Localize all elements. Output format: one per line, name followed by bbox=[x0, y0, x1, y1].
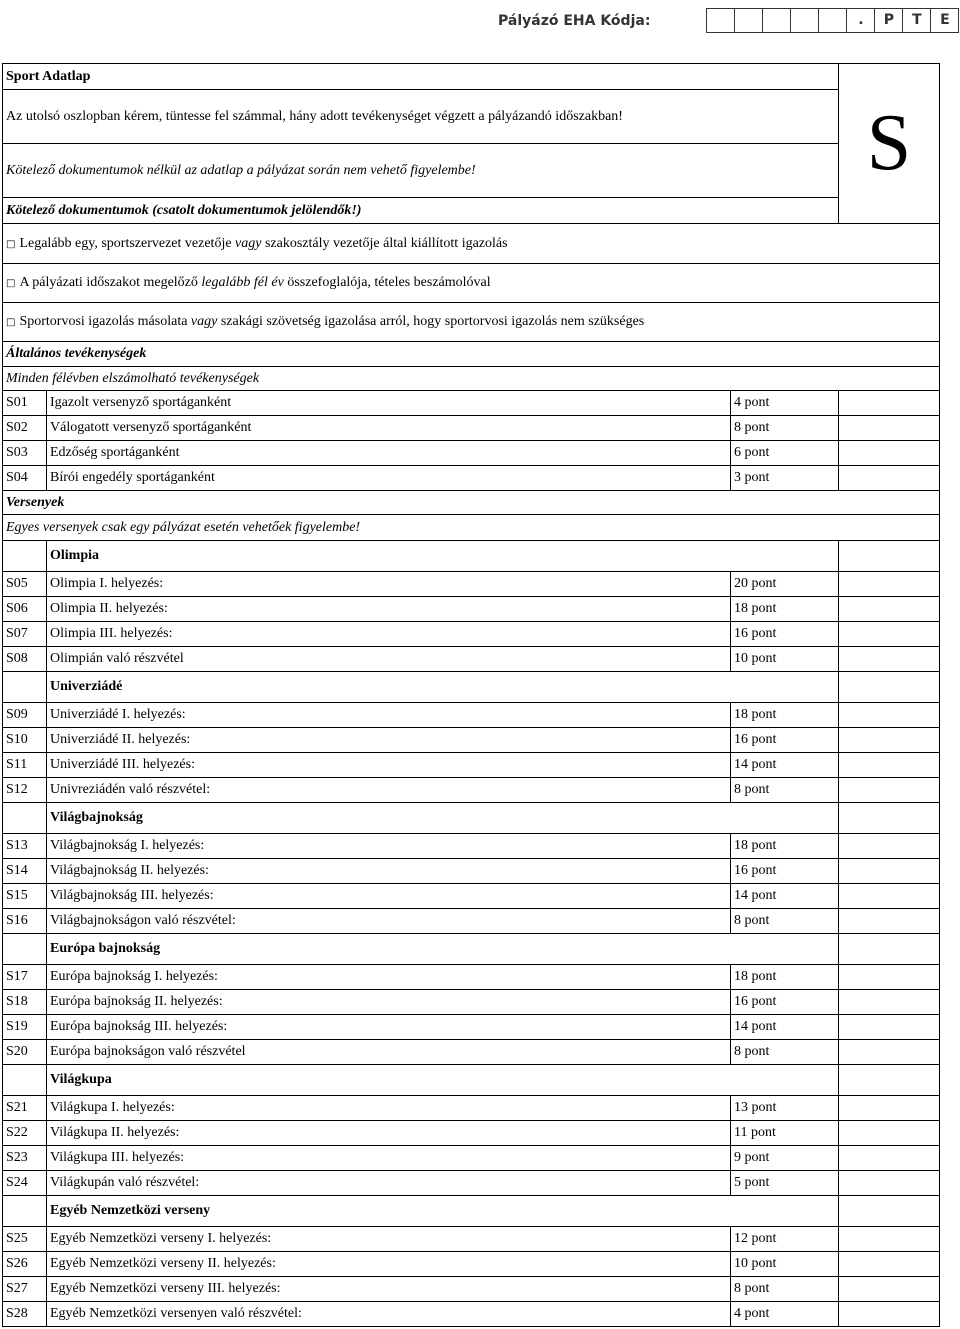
activity-code: S01 bbox=[3, 391, 47, 416]
activity-description: Univerziádé III. helyezés: bbox=[47, 753, 731, 778]
activity-points: 8 pont bbox=[731, 416, 839, 441]
activity-code: S12 bbox=[3, 778, 47, 803]
eha-code-box[interactable] bbox=[735, 9, 763, 32]
activity-points: 18 pont bbox=[731, 965, 839, 990]
activity-points: 18 pont bbox=[731, 703, 839, 728]
competition-group-title: Olimpia bbox=[47, 541, 839, 572]
activity-description: Világbajnokság II. helyezés: bbox=[47, 859, 731, 884]
checkbox-icon[interactable]: □ bbox=[6, 317, 16, 328]
activity-points: 10 pont bbox=[731, 647, 839, 672]
activity-row bbox=[3, 859, 940, 884]
activity-row bbox=[3, 1040, 940, 1065]
eha-code-boxes bbox=[706, 8, 959, 33]
activity-description: Igazolt versenyző sportáganként bbox=[47, 391, 731, 416]
activity-code: S24 bbox=[3, 1171, 47, 1196]
activity-description: Válogatott versenyző sportáganként bbox=[47, 416, 731, 441]
checkbox-icon[interactable]: □ bbox=[6, 278, 16, 289]
activity-count-input[interactable] bbox=[839, 703, 940, 728]
activity-description: Európa bajnokság I. helyezés: bbox=[47, 965, 731, 990]
activity-points: 20 pont bbox=[731, 572, 839, 597]
group-count-cell bbox=[839, 672, 940, 703]
group-count-cell bbox=[839, 541, 940, 572]
activity-code: S21 bbox=[3, 1096, 47, 1121]
activity-count-input[interactable] bbox=[839, 859, 940, 884]
activity-description: Európa bajnokságon való részvétel bbox=[47, 1040, 731, 1065]
activity-points: 8 pont bbox=[731, 1277, 839, 1302]
activity-row bbox=[3, 728, 940, 753]
activity-points: 11 pont bbox=[731, 1121, 839, 1146]
activity-count-input[interactable] bbox=[839, 1252, 940, 1277]
activity-description: Bírói engedély sportáganként bbox=[47, 466, 731, 491]
activity-code: S04 bbox=[3, 466, 47, 491]
eha-code-label: Pályázó EHA Kódja: bbox=[498, 12, 651, 29]
activity-count-input[interactable] bbox=[839, 1121, 940, 1146]
activity-points: 9 pont bbox=[731, 1146, 839, 1171]
group-code-cell bbox=[3, 1196, 47, 1227]
activity-points: 3 pont bbox=[731, 466, 839, 491]
activity-row bbox=[3, 753, 940, 778]
activity-count-input[interactable] bbox=[839, 622, 940, 647]
activity-count-input[interactable] bbox=[839, 441, 940, 466]
eha-code-box: P bbox=[875, 9, 903, 32]
activity-code: S13 bbox=[3, 834, 47, 859]
activity-code: S09 bbox=[3, 703, 47, 728]
competition-group-title: Egyéb Nemzetközi verseny bbox=[47, 1196, 839, 1227]
activity-description: Világkupán való részvétel: bbox=[47, 1171, 731, 1196]
required-doc-item[interactable]: □ Sportorvosi igazolás másolata vagy szakági szövetség igazolása arról, hogy sportorvosi igazolás nem szükséges bbox=[3, 303, 940, 342]
activity-count-input[interactable] bbox=[839, 416, 940, 441]
activity-points: 13 pont bbox=[731, 1096, 839, 1121]
activity-code: S08 bbox=[3, 647, 47, 672]
activity-points: 8 pont bbox=[731, 778, 839, 803]
activity-code: S06 bbox=[3, 597, 47, 622]
activity-count-input[interactable] bbox=[839, 572, 940, 597]
activity-points: 16 pont bbox=[731, 990, 839, 1015]
activity-code: S20 bbox=[3, 1040, 47, 1065]
activity-code: S23 bbox=[3, 1146, 47, 1171]
activity-count-input[interactable] bbox=[839, 1096, 940, 1121]
activity-count-input[interactable] bbox=[839, 597, 940, 622]
activity-count-input[interactable] bbox=[839, 1146, 940, 1171]
group-count-cell bbox=[839, 1196, 940, 1227]
activity-points: 4 pont bbox=[731, 1302, 839, 1327]
activity-code: S22 bbox=[3, 1121, 47, 1146]
form-instruction: Az utolsó oszlopban kérem, tüntesse fel számmal, hány adott tevékenységet végzett a pályázandó időszakban! bbox=[3, 90, 839, 144]
activity-row bbox=[3, 778, 940, 803]
activity-row bbox=[3, 909, 940, 934]
activity-count-input[interactable] bbox=[839, 647, 940, 672]
activity-count-input[interactable] bbox=[839, 1227, 940, 1252]
activity-row bbox=[3, 1277, 940, 1302]
activity-description: Egyéb Nemzetközi verseny II. helyezés: bbox=[47, 1252, 731, 1277]
competitions-note: Egyes versenyek csak egy pályázat esetén vehetőek figyelembe! bbox=[3, 515, 940, 541]
activity-count-input[interactable] bbox=[839, 909, 940, 934]
activity-description: Világbajnokság III. helyezés: bbox=[47, 884, 731, 909]
general-activities-title: Általános tevékenységek bbox=[3, 342, 940, 367]
activity-description: Edzőség sportáganként bbox=[47, 441, 731, 466]
eha-code-box[interactable] bbox=[819, 9, 847, 32]
group-code-cell bbox=[3, 803, 47, 834]
activity-row bbox=[3, 391, 940, 416]
activity-points: 16 pont bbox=[731, 728, 839, 753]
eha-code-box: T bbox=[903, 9, 931, 32]
activity-row bbox=[3, 647, 940, 672]
activity-row bbox=[3, 834, 940, 859]
activity-description: Világkupa I. helyezés: bbox=[47, 1096, 731, 1121]
activity-points: 16 pont bbox=[731, 859, 839, 884]
activity-count-input[interactable] bbox=[839, 728, 940, 753]
activity-points: 8 pont bbox=[731, 909, 839, 934]
activity-code: S27 bbox=[3, 1277, 47, 1302]
general-activities-subtitle: Minden félévben elszámolható tevékenységek bbox=[3, 367, 940, 391]
activity-code: S17 bbox=[3, 965, 47, 990]
group-code-cell bbox=[3, 934, 47, 965]
activity-count-input[interactable] bbox=[839, 884, 940, 909]
activity-row bbox=[3, 990, 940, 1015]
activity-code: S05 bbox=[3, 572, 47, 597]
group-code-cell bbox=[3, 1065, 47, 1096]
eha-code-header bbox=[498, 8, 959, 33]
competition-group-title: Világkupa bbox=[47, 1065, 839, 1096]
activity-code: S07 bbox=[3, 622, 47, 647]
competition-group-title: Univerziádé bbox=[47, 672, 839, 703]
activity-code: S19 bbox=[3, 1015, 47, 1040]
activity-row bbox=[3, 965, 940, 990]
activity-description: Európa bajnokság III. helyezés: bbox=[47, 1015, 731, 1040]
activity-row bbox=[3, 597, 940, 622]
activity-description: Egyéb Nemzetközi verseny I. helyezés: bbox=[47, 1227, 731, 1252]
activity-count-input[interactable] bbox=[839, 778, 940, 803]
activity-row bbox=[3, 1121, 940, 1146]
activity-code: S25 bbox=[3, 1227, 47, 1252]
activity-description: Világbajnokságon való részvétel: bbox=[47, 909, 731, 934]
eha-code-box[interactable] bbox=[763, 9, 791, 32]
activity-code: S16 bbox=[3, 909, 47, 934]
activity-description: Világbajnokság I. helyezés: bbox=[47, 834, 731, 859]
activity-code: S18 bbox=[3, 990, 47, 1015]
activity-count-input[interactable] bbox=[839, 1015, 940, 1040]
activity-description: Univreziádén való részvétel: bbox=[47, 778, 731, 803]
activity-description: Olimpián való részvétel bbox=[47, 647, 731, 672]
group-count-cell bbox=[839, 934, 940, 965]
activity-description: Világkupa II. helyezés: bbox=[47, 1121, 731, 1146]
activity-row bbox=[3, 441, 940, 466]
activity-points: 4 pont bbox=[731, 391, 839, 416]
eha-code-box: E bbox=[931, 9, 959, 32]
activity-row bbox=[3, 703, 940, 728]
activity-description: Olimpia I. helyezés: bbox=[47, 572, 731, 597]
activity-row bbox=[3, 622, 940, 647]
competitions-title: Versenyek bbox=[3, 491, 940, 515]
group-code-cell bbox=[3, 541, 47, 572]
activity-count-input[interactable] bbox=[839, 990, 940, 1015]
activity-count-input[interactable] bbox=[839, 834, 940, 859]
form-title: Sport Adatlap bbox=[3, 64, 839, 90]
group-count-cell bbox=[839, 1065, 940, 1096]
eha-code-box[interactable] bbox=[707, 9, 735, 32]
activity-count-input[interactable] bbox=[839, 391, 940, 416]
activity-description: Világkupa III. helyezés: bbox=[47, 1146, 731, 1171]
activity-code: S02 bbox=[3, 416, 47, 441]
activity-points: 14 pont bbox=[731, 884, 839, 909]
activity-points: 18 pont bbox=[731, 597, 839, 622]
activity-row bbox=[3, 572, 940, 597]
activity-row bbox=[3, 1227, 940, 1252]
activity-points: 16 pont bbox=[731, 622, 839, 647]
activity-description: Olimpia II. helyezés: bbox=[47, 597, 731, 622]
activity-points: 6 pont bbox=[731, 441, 839, 466]
activity-code: S11 bbox=[3, 753, 47, 778]
activity-description: Univerziádé II. helyezés: bbox=[47, 728, 731, 753]
activity-points: 12 pont bbox=[731, 1227, 839, 1252]
activity-row bbox=[3, 1146, 940, 1171]
eha-code-box: . bbox=[847, 9, 875, 32]
group-count-cell bbox=[839, 803, 940, 834]
activity-row bbox=[3, 1096, 940, 1121]
activity-count-input[interactable] bbox=[839, 1302, 940, 1327]
sport-form-table bbox=[2, 63, 940, 1327]
eha-code-box[interactable] bbox=[791, 9, 819, 32]
activity-points: 18 pont bbox=[731, 834, 839, 859]
activity-points: 10 pont bbox=[731, 1252, 839, 1277]
activity-row bbox=[3, 1252, 940, 1277]
required-docs-title: Kötelező dokumentumok (csatolt dokumentumok jelölendők!) bbox=[3, 198, 839, 224]
activity-row bbox=[3, 1171, 940, 1196]
activity-count-input[interactable] bbox=[839, 965, 940, 990]
activity-row bbox=[3, 466, 940, 491]
activity-description: Egyéb Nemzetközi versenyen való részvétel: bbox=[47, 1302, 731, 1327]
activity-code: S26 bbox=[3, 1252, 47, 1277]
activity-points: 5 pont bbox=[731, 1171, 839, 1196]
activity-row bbox=[3, 1015, 940, 1040]
activity-description: Univerziádé I. helyezés: bbox=[47, 703, 731, 728]
activity-count-input[interactable] bbox=[839, 466, 940, 491]
activity-code: S15 bbox=[3, 884, 47, 909]
activity-row bbox=[3, 884, 940, 909]
activity-points: 8 pont bbox=[731, 1040, 839, 1065]
activity-description: Egyéb Nemzetközi verseny III. helyezés: bbox=[47, 1277, 731, 1302]
required-doc-item[interactable]: □ Legalább egy, sportszervezet vezetője vagy szakosztály vezetője által kiállított igazolás bbox=[3, 224, 940, 264]
form-warning: Kötelező dokumentumok nélkül az adatlap a pályázat során nem vehető figyelembe! bbox=[3, 144, 839, 198]
activity-code: S10 bbox=[3, 728, 47, 753]
competition-group-title: Európa bajnokság bbox=[47, 934, 839, 965]
activity-row bbox=[3, 416, 940, 441]
activity-points: 14 pont bbox=[731, 1015, 839, 1040]
activity-points: 14 pont bbox=[731, 753, 839, 778]
section-letter: S bbox=[839, 64, 940, 224]
activity-code: S28 bbox=[3, 1302, 47, 1327]
activity-count-input[interactable] bbox=[839, 753, 940, 778]
group-code-cell bbox=[3, 672, 47, 703]
checkbox-icon[interactable]: □ bbox=[6, 238, 16, 250]
activity-code: S03 bbox=[3, 441, 47, 466]
activity-count-input[interactable] bbox=[839, 1277, 940, 1302]
required-doc-item[interactable]: □ A pályázati időszakot megelőző legalább fél év összefoglalója, tételes beszámolóval bbox=[3, 264, 940, 303]
activity-row bbox=[3, 1302, 940, 1327]
competition-group-title: Világbajnokság bbox=[47, 803, 839, 834]
activity-description: Olimpia III. helyezés: bbox=[47, 622, 731, 647]
activity-description: Európa bajnokság II. helyezés: bbox=[47, 990, 731, 1015]
activity-code: S14 bbox=[3, 859, 47, 884]
activity-count-input[interactable] bbox=[839, 1040, 940, 1065]
activity-count-input[interactable] bbox=[839, 1171, 940, 1196]
